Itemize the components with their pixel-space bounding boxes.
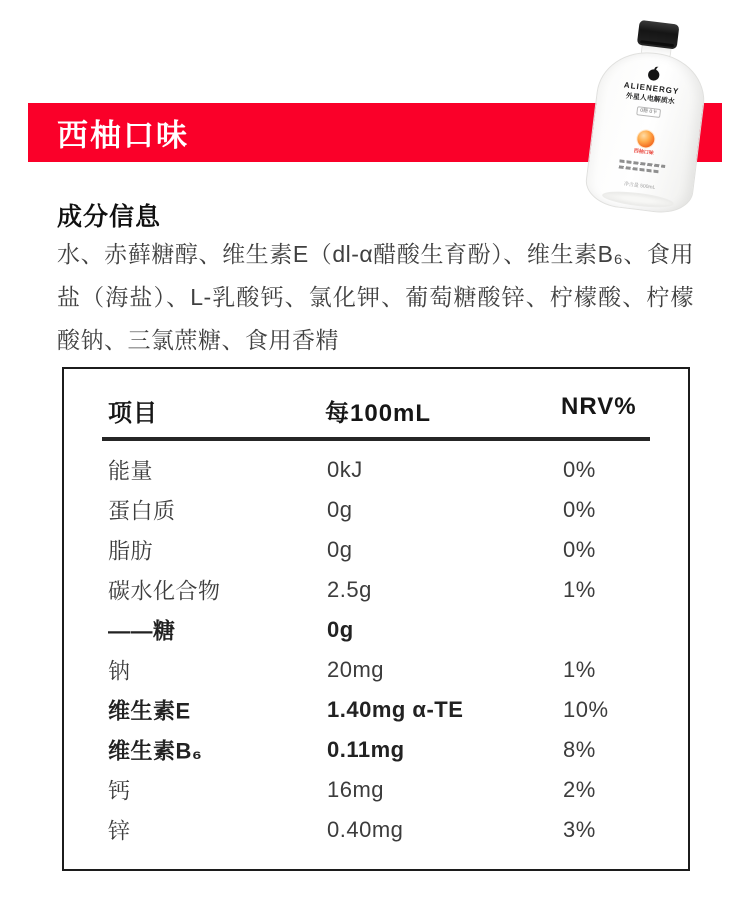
row-nrv: 1% <box>563 577 596 602</box>
row-nrv: 10% <box>563 697 609 722</box>
row-nrv: 1% <box>563 657 596 682</box>
bottle-base <box>601 189 674 211</box>
row-item: 能量 <box>108 458 154 484</box>
row-value: 0.40mg <box>327 817 404 842</box>
row-item: 锌 <box>108 818 131 844</box>
row-item: 维生素B₆ <box>108 738 203 764</box>
row-nrv: 2% <box>563 777 596 802</box>
table-row <box>64 690 688 730</box>
table-row <box>64 530 688 570</box>
flavor-banner-label: 西柚口味 <box>57 118 189 153</box>
table-row <box>64 650 688 690</box>
row-item: 脂肪 <box>108 538 154 564</box>
row-item: ——糖 <box>108 618 176 644</box>
grapefruit-icon <box>636 129 655 148</box>
bottle-flavor-text: 西柚口味 <box>633 148 655 157</box>
bottle-zero-sugar-badge: 0糖 0卡 <box>636 106 662 118</box>
table-row <box>64 490 688 530</box>
table-row <box>64 450 688 490</box>
row-nrv: 0% <box>563 457 596 482</box>
table-row <box>64 810 688 850</box>
row-item: 碳水化合物 <box>108 578 221 604</box>
bottle-cap <box>637 20 680 50</box>
row-value: 0g <box>327 617 354 642</box>
ingredients-text: 水、赤藓糖醇、维生素E（dl-α醋酸生育酚）、维生素B₆、食用盐（海盐）、L-乳酸钙、氯化钾、葡萄糖酸锌、柠檬酸、柠檬酸钠、三氯蔗糖、食用香精 <box>57 241 694 353</box>
row-value: 0g <box>327 537 353 562</box>
row-nrv: 0% <box>563 537 596 562</box>
bottle-label <box>583 46 709 216</box>
row-value: 16mg <box>327 777 385 802</box>
alien-head-icon <box>645 64 662 83</box>
row-item: 蛋白质 <box>108 498 176 524</box>
column-header-per100ml: 每100mL <box>325 400 432 427</box>
row-nrv: 0% <box>563 497 596 522</box>
column-header-nrv: NRV% <box>561 393 637 420</box>
row-nrv: 8% <box>563 737 596 762</box>
row-value: 0g <box>327 497 353 522</box>
row-value: 1.40mg α-TE <box>327 697 464 722</box>
product-bottle-image <box>578 15 719 220</box>
row-value: 20mg <box>327 657 385 682</box>
nutrition-table-header <box>64 369 688 437</box>
row-value: 0.11mg <box>327 737 405 762</box>
bottle-claims-lines <box>619 159 666 174</box>
nutrition-table-body <box>64 441 688 850</box>
nutrition-table <box>62 367 690 871</box>
row-nrv: 3% <box>563 817 596 842</box>
bottle-brand-text: ALIENERGY <box>623 80 680 97</box>
row-value: 0kJ <box>327 457 363 482</box>
ingredients-heading: 成分信息 <box>57 203 162 231</box>
bottle-brand-cn-text: 外星人电解质水 <box>625 92 675 106</box>
table-row <box>64 730 688 770</box>
table-row <box>64 610 688 650</box>
row-item: 钙 <box>108 778 131 804</box>
column-header-item: 项目 <box>108 400 158 427</box>
row-item: 钠 <box>108 658 131 684</box>
table-row <box>64 770 688 810</box>
table-row <box>64 570 688 610</box>
row-item: 维生素E <box>108 698 191 724</box>
bottle-volume-text: 净含量 500mL <box>623 181 656 191</box>
row-value: 2.5g <box>327 577 372 602</box>
